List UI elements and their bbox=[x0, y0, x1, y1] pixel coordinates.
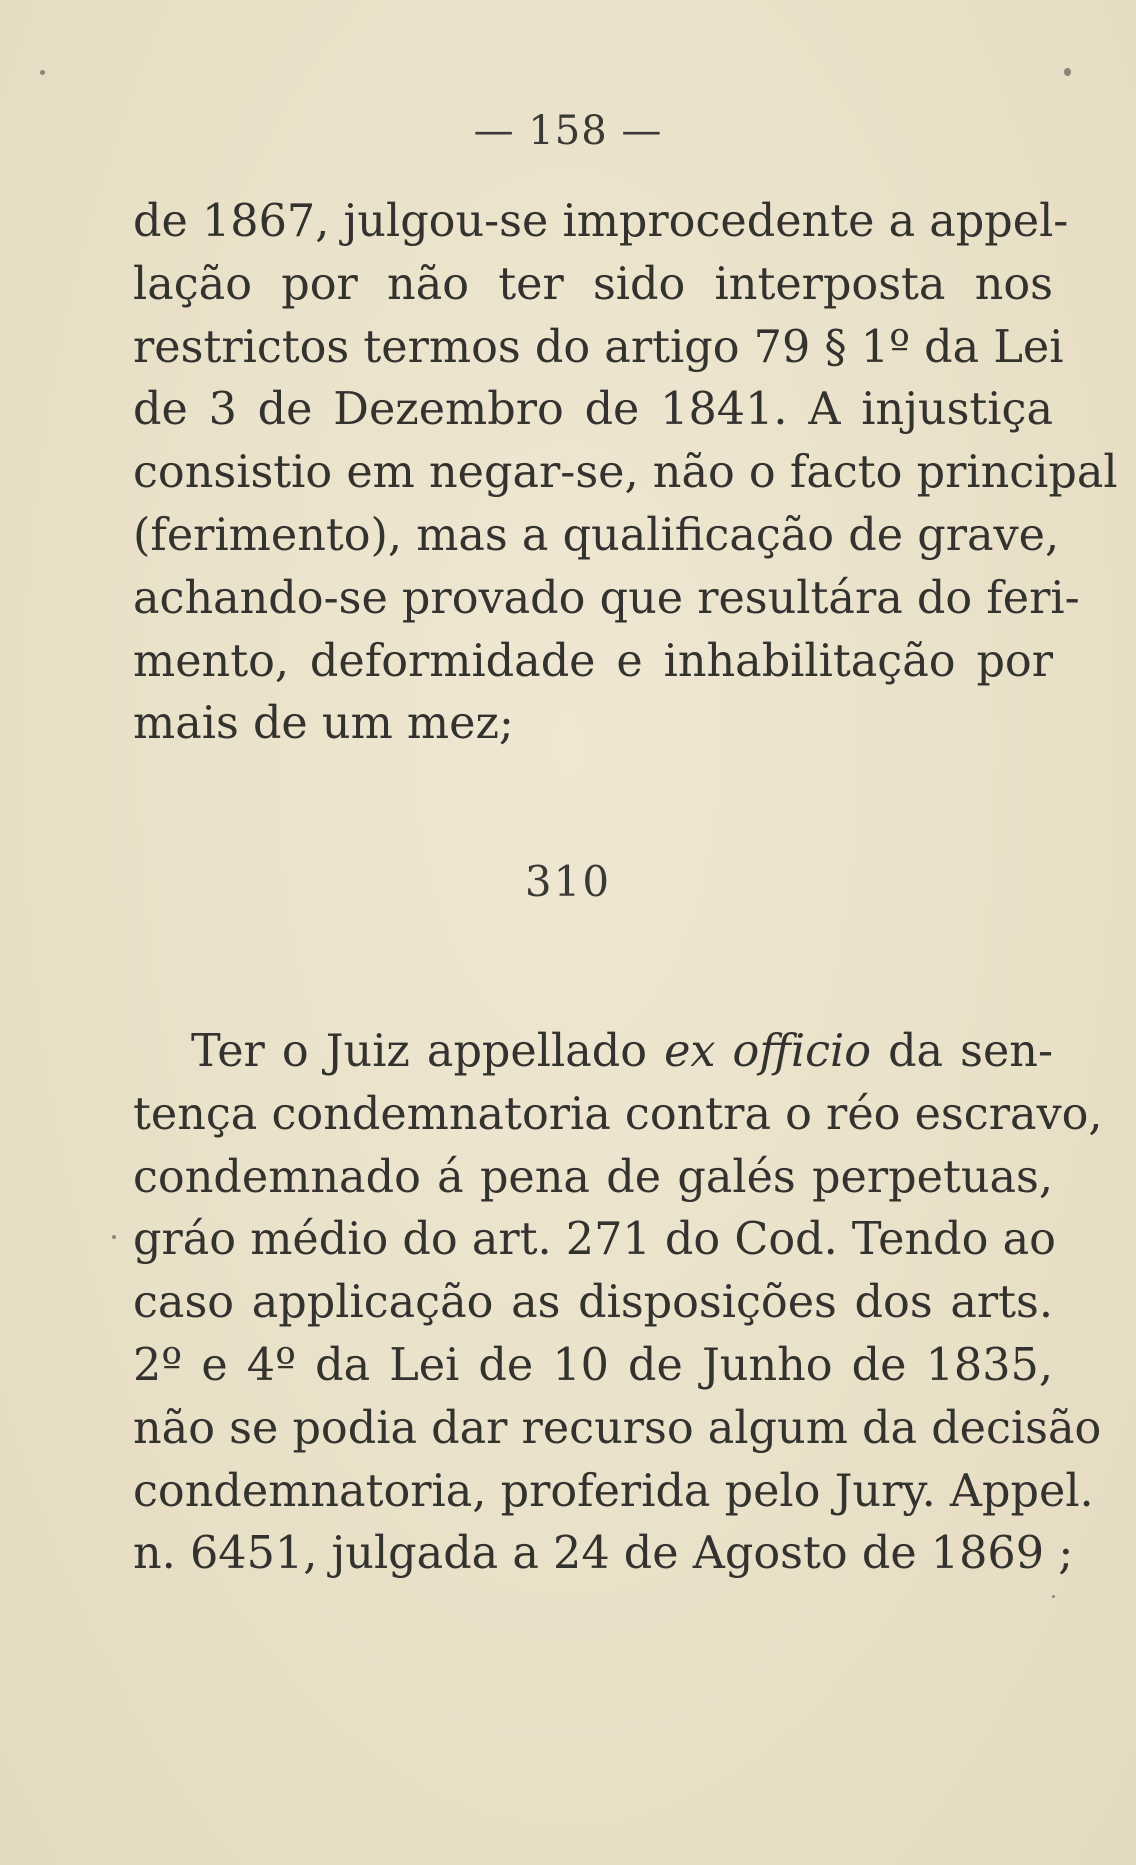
paper-speck bbox=[1064, 68, 1071, 76]
text-line: de 1867, julgou-se improcedente a appel- bbox=[133, 196, 1069, 247]
text-line: mento, deformidade e inhabilitação por bbox=[133, 635, 1053, 687]
page-number: — 158 — bbox=[473, 108, 663, 154]
paper-speck bbox=[40, 70, 45, 75]
text-line: condemnatoria, proferida pelo Jury. Appel. bbox=[133, 1465, 1094, 1517]
text-line: lação por não ter sido interposta nos bbox=[133, 258, 1053, 310]
paragraph-continuation bbox=[133, 191, 1118, 756]
text-line: (ferimento), mas a qualificação de grave, bbox=[133, 509, 1060, 561]
text-line: tença condemnatoria contra o réo escravo, bbox=[133, 1088, 1103, 1140]
text-line: mais de um mez; bbox=[133, 698, 514, 750]
paper-speck bbox=[112, 1235, 116, 1239]
text-line: restrictos termos do artigo 79 § 1º da Lei bbox=[133, 321, 1064, 373]
text-line: achando-se provado que resultára do feri- bbox=[133, 572, 1080, 624]
entry-number: 310 bbox=[524, 857, 612, 906]
text-line: 2º e 4º da Lei de 10 de Junho de 1835, bbox=[133, 1339, 1053, 1391]
text-line: n. 6451, julgada a 24 de Agosto de 1869 ; bbox=[133, 1528, 1074, 1580]
text-line: caso applicação as disposições dos arts. bbox=[133, 1277, 1053, 1329]
paragraph-entry-310 bbox=[133, 1021, 1103, 1586]
text-line: de 3 de Dezembro de 1841. A injustiça bbox=[133, 384, 1053, 436]
paper-speck bbox=[1052, 1595, 1055, 1598]
latin-term: ex officio bbox=[664, 1026, 872, 1077]
text-line-first bbox=[133, 1021, 1053, 1084]
text-line: consistio em negar-se, não o facto principal bbox=[133, 447, 1118, 499]
text-line: não se podia dar recurso algum da decisão bbox=[133, 1402, 1102, 1454]
line-text-after: da sen- bbox=[871, 1026, 1053, 1077]
text-line: condemnado á pena de galés perpetuas, bbox=[133, 1151, 1053, 1203]
text-line: gráo médio do art. 271 do Cod. Tendo ao bbox=[133, 1214, 1056, 1266]
line-text-before: Ter o Juiz appellado bbox=[191, 1026, 665, 1077]
